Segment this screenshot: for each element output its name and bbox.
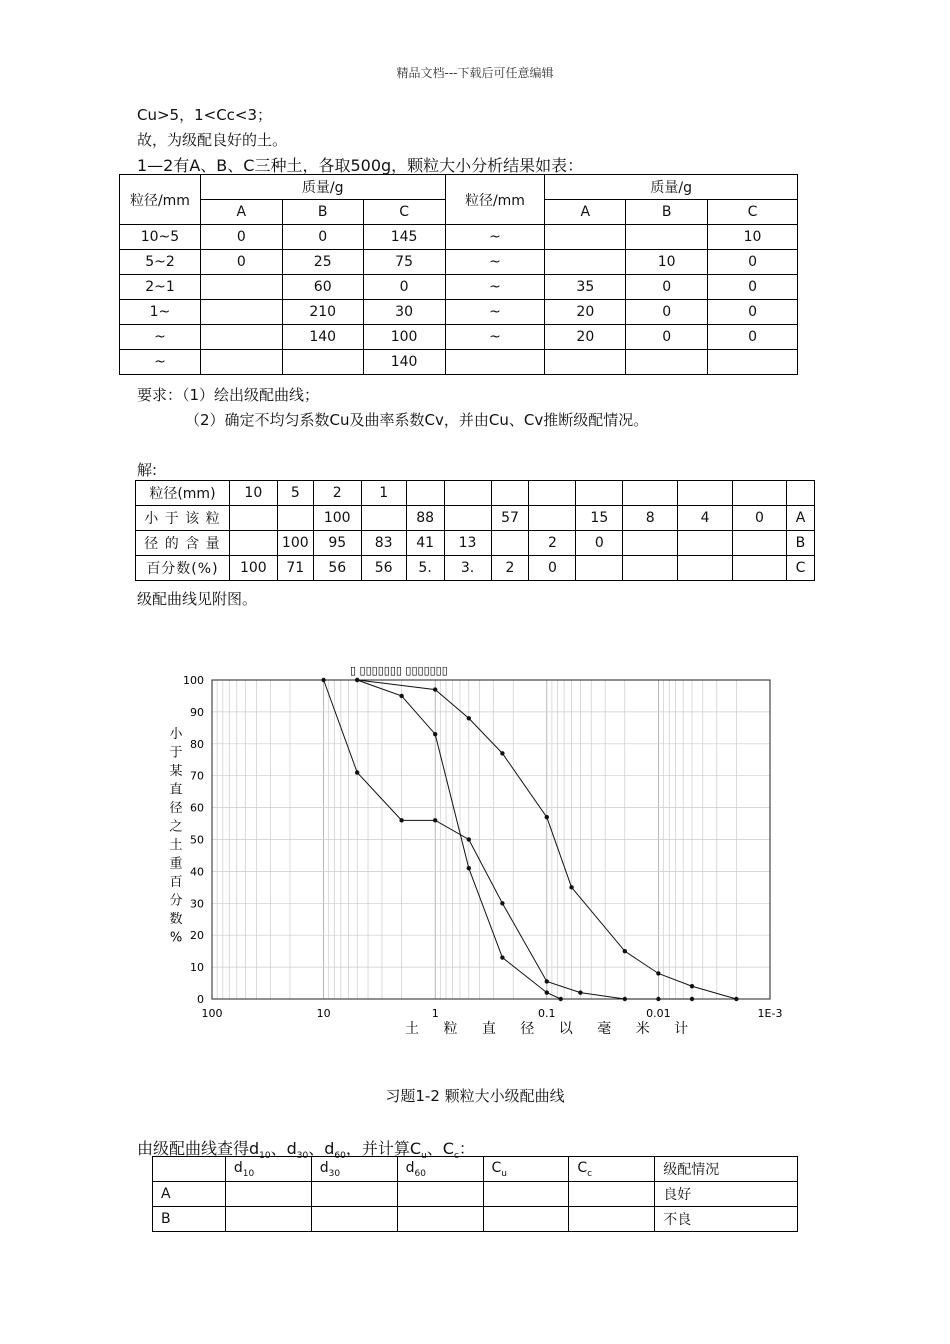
data-point	[569, 885, 573, 889]
x-axis-label: 土 粒 直 径 以 毫 米 计	[405, 1021, 699, 1037]
y-tick-label: 20	[190, 929, 204, 943]
table-cell: 56	[361, 556, 406, 581]
table-cell: 2	[491, 556, 529, 581]
table-cell: B	[153, 1207, 226, 1232]
table-cell: 60	[282, 275, 363, 300]
requirement-1: 要求：（1）绘出级配曲线；	[137, 386, 320, 404]
table-cell: 5~2	[120, 250, 201, 275]
table-cell: 0	[733, 506, 787, 531]
requirement-2: （2）确定不均匀系数Cu及曲率系数Cv，并由Cu、Cv推断级配情况。	[185, 411, 649, 429]
table-row	[136, 531, 815, 556]
table-cell	[529, 506, 576, 531]
table-cell: ~	[445, 325, 545, 350]
y-label-char: 小	[169, 727, 183, 742]
table-cell: $d_{30}$	[311, 1157, 397, 1182]
table-cell	[282, 350, 363, 375]
table-cell: 20	[545, 300, 626, 325]
solution-label: 解:	[137, 461, 158, 479]
table-cell	[491, 481, 529, 506]
y-label-char: 百	[169, 875, 183, 890]
grading-curve-chart	[150, 660, 810, 1050]
table-cell: 0	[626, 275, 708, 300]
table-cell: 88	[406, 506, 444, 531]
table-cell: 0	[626, 300, 708, 325]
table-cell: 100	[313, 506, 361, 531]
result-table-header	[153, 1157, 798, 1182]
x-tick-label: 1	[431, 1007, 439, 1020]
data-point	[559, 997, 563, 1001]
col-b: B	[282, 200, 363, 225]
data-point	[500, 901, 504, 905]
table-cell: A	[153, 1182, 226, 1207]
table-cell: C	[786, 556, 814, 581]
table-cell: 0	[576, 531, 623, 556]
col-c: C	[363, 200, 445, 225]
data-point	[690, 997, 694, 1001]
table-cell	[311, 1182, 397, 1207]
table-cell: 0	[708, 275, 798, 300]
table-cell	[225, 1182, 311, 1207]
data-point	[656, 997, 660, 1001]
problem-statement: 1—2有A、B、C三种土，各取500g，颗粒大小分析结果如表：	[137, 156, 584, 175]
table-cell: 56	[313, 556, 361, 581]
data-point	[578, 990, 582, 994]
table-cell: 2	[529, 531, 576, 556]
table-cell	[225, 1207, 311, 1232]
table-cell: 2~1	[120, 275, 201, 300]
data-point	[734, 997, 738, 1001]
y-tick-label: 50	[190, 833, 204, 847]
table-row	[120, 350, 798, 375]
table-cell	[406, 481, 444, 506]
y-tick-label: 60	[190, 801, 204, 815]
table-cell	[397, 1207, 483, 1232]
col-mass-header-2: 质量/g	[545, 175, 798, 200]
data-point	[690, 984, 694, 988]
table-cell: $C_u$	[483, 1157, 569, 1182]
table-cell: $C_c$	[569, 1157, 655, 1182]
table-row	[120, 225, 798, 250]
table-cell	[786, 481, 814, 506]
table-cell: 0	[200, 225, 282, 250]
table-cell: 10	[229, 481, 277, 506]
table-cell: 2	[313, 481, 361, 506]
table-cell: 83	[361, 531, 406, 556]
table-cell: 210	[282, 300, 363, 325]
y-axis-label	[169, 727, 183, 946]
data-point	[355, 678, 359, 682]
x-tick-label: 1E-3	[757, 1007, 783, 1020]
table-cell: 小 于 该 粒	[136, 506, 230, 531]
table-cell: ~	[120, 325, 201, 350]
y-label-char: 土	[169, 838, 183, 853]
percent-table	[135, 480, 815, 581]
table-cell	[491, 531, 529, 556]
table-cell	[545, 350, 626, 375]
see-chart-note: 级配曲线见附图。	[137, 590, 258, 608]
data-point	[399, 818, 403, 822]
table-cell: ~	[445, 300, 545, 325]
table-cell: 百分数(%)	[136, 556, 230, 581]
table-cell: 10~5	[120, 225, 201, 250]
table-cell	[444, 481, 491, 506]
table-cell	[623, 481, 678, 506]
table-cell: 140	[363, 350, 445, 375]
data-point	[500, 751, 504, 755]
y-label-char: 重	[169, 856, 183, 872]
chart-grid	[212, 680, 770, 999]
table-cell	[483, 1182, 569, 1207]
table-row	[120, 300, 798, 325]
table-cell: 100	[229, 556, 277, 581]
data-point	[467, 866, 471, 870]
table-cell	[708, 350, 798, 375]
col-mass-header: 质量/g	[200, 175, 445, 200]
table-row	[153, 1182, 798, 1207]
table-cell: 145	[363, 225, 445, 250]
y-tick-label: 10	[190, 961, 204, 975]
percent-table-header	[136, 481, 815, 506]
table-cell	[576, 556, 623, 581]
table-cell: 4	[678, 506, 733, 531]
sieve-table	[119, 174, 798, 375]
data-point	[355, 770, 359, 774]
table-cell: 41	[406, 531, 444, 556]
table-cell: 0	[200, 250, 282, 275]
table-cell: 5.	[406, 556, 444, 581]
table-cell	[200, 300, 282, 325]
data-point	[623, 949, 627, 953]
table-cell: 100	[277, 531, 313, 556]
table-cell: 35	[545, 275, 626, 300]
table-row	[120, 250, 798, 275]
data-point	[433, 818, 437, 822]
table-cell: ~	[120, 350, 201, 375]
table-cell: 30	[363, 300, 445, 325]
table-cell	[569, 1182, 655, 1207]
table-cell	[678, 531, 733, 556]
table-cell	[626, 225, 708, 250]
table-cell	[200, 350, 282, 375]
table-cell: 71	[277, 556, 313, 581]
y-tick-label: 80	[190, 737, 204, 751]
table-cell	[626, 350, 708, 375]
col-b-2: B	[626, 200, 708, 225]
table-cell	[397, 1182, 483, 1207]
table-cell	[569, 1207, 655, 1232]
table-cell: 不良	[655, 1207, 798, 1232]
y-tick-label: 90	[190, 705, 204, 719]
table-cell: $d_{60}$	[397, 1157, 483, 1182]
table-cell	[623, 556, 678, 581]
x-tick-labels	[202, 1007, 783, 1020]
table-cell: 13	[444, 531, 491, 556]
table-cell: 1	[361, 481, 406, 506]
data-point	[321, 678, 325, 682]
table-row	[153, 1207, 798, 1232]
table-cell: ~	[445, 250, 545, 275]
table-cell	[733, 556, 787, 581]
table-cell: 75	[363, 250, 445, 275]
table-cell: 0	[626, 325, 708, 350]
y-tick-labels	[183, 674, 204, 1006]
table-cell: 良好	[655, 1182, 798, 1207]
table-cell: A	[786, 506, 814, 531]
table-cell: 0	[708, 250, 798, 275]
table-cell: 20	[545, 325, 626, 350]
table-cell: B	[786, 531, 814, 556]
table-cell: 0	[363, 275, 445, 300]
y-label-char: 于	[169, 745, 183, 761]
y-label-char: 数	[169, 912, 183, 927]
table-cell: 25	[282, 250, 363, 275]
condition-line: Cu>5，1<Cc<3；	[137, 106, 273, 124]
col-size-header: 粒径/mm	[120, 175, 201, 225]
data-point	[656, 971, 660, 975]
table-cell	[311, 1207, 397, 1232]
table-cell	[229, 531, 277, 556]
table-row	[136, 506, 815, 531]
table-cell: 0	[708, 300, 798, 325]
table-cell: 0	[708, 325, 798, 350]
table-row	[120, 275, 798, 300]
table-cell: 5	[277, 481, 313, 506]
table-cell	[445, 350, 545, 375]
table-cell	[444, 506, 491, 531]
table-cell	[623, 531, 678, 556]
table-cell	[545, 250, 626, 275]
table-row	[120, 325, 798, 350]
table-cell: 100	[363, 325, 445, 350]
y-label-char: 之	[169, 819, 183, 835]
col-a-2: A	[545, 200, 626, 225]
data-point	[399, 694, 403, 698]
table-cell: 0	[282, 225, 363, 250]
data-point	[467, 716, 471, 720]
result-table	[152, 1156, 798, 1232]
table-cell	[545, 225, 626, 250]
table-cell	[153, 1157, 226, 1182]
table-cell: 15	[576, 506, 623, 531]
table-cell: 10	[708, 225, 798, 250]
table-cell	[277, 506, 313, 531]
table-row	[136, 556, 815, 581]
top-marks: ▯ ▯▯▯▯▯▯▯ ▯▯▯▯▯▯▯	[350, 664, 448, 677]
data-point	[545, 815, 549, 819]
x-tick-label: 10	[316, 1007, 331, 1020]
y-tick-label: 100	[183, 674, 204, 687]
table-cell	[733, 531, 787, 556]
table-cell: $d_{10}$	[225, 1157, 311, 1182]
conclusion-line: 故，为级配良好的土。	[137, 131, 288, 149]
y-label-char: 直	[169, 782, 183, 798]
table-cell	[678, 556, 733, 581]
y-tick-label: 30	[190, 897, 204, 911]
col-size-header-2: 粒径/mm	[445, 175, 545, 225]
table-cell	[733, 481, 787, 506]
table-cell: 10	[626, 250, 708, 275]
y-label-char: 分	[169, 893, 183, 909]
y-label-char: 某	[169, 764, 183, 779]
x-tick-label: 100	[201, 1007, 223, 1020]
sieve-table-body	[120, 225, 798, 375]
col-c-2: C	[708, 200, 798, 225]
table-cell: 3.	[444, 556, 491, 581]
data-point	[433, 732, 437, 736]
col-a: A	[200, 200, 282, 225]
table-cell	[678, 481, 733, 506]
table-cell: 级配情况	[655, 1157, 798, 1182]
data-point	[500, 955, 504, 959]
table-cell	[361, 506, 406, 531]
table-cell: 57	[491, 506, 529, 531]
data-point	[623, 997, 627, 1001]
table-cell: 140	[282, 325, 363, 350]
page-header: 精品文档---下载后可任意编辑	[396, 66, 554, 80]
x-tick-label: 0.01	[646, 1007, 671, 1020]
chart-caption: 习题1-2 颗粒大小级配曲线	[385, 1087, 565, 1105]
table-cell: 径 的 含 量	[136, 531, 230, 556]
table-cell: ~	[445, 225, 545, 250]
y-label-char: 径	[169, 801, 183, 816]
table-cell	[576, 481, 623, 506]
table-cell	[200, 325, 282, 350]
table-cell	[200, 275, 282, 300]
table-cell	[483, 1207, 569, 1232]
x-tick-label: 0.1	[538, 1007, 556, 1020]
d-values-intro: 由级配曲线查得$d_{10}$、$d_{30}$、$d_{60}$，并计算$C_u$、$C_c$：	[137, 1139, 475, 1162]
data-point	[467, 837, 471, 841]
table-cell: 1~	[120, 300, 201, 325]
data-point	[545, 990, 549, 994]
data-point	[433, 687, 437, 691]
table-cell: 0	[529, 556, 576, 581]
y-tick-label: 0	[197, 993, 204, 1006]
y-tick-label: 40	[190, 865, 204, 879]
table-cell: 8	[623, 506, 678, 531]
y-label-char: %	[169, 930, 183, 946]
y-tick-label: 70	[190, 769, 204, 783]
table-cell	[529, 481, 576, 506]
data-point	[545, 979, 549, 983]
table-cell: 95	[313, 531, 361, 556]
table-cell	[229, 506, 277, 531]
table-cell: 粒径(mm)	[136, 481, 230, 506]
table-cell: ~	[445, 275, 545, 300]
